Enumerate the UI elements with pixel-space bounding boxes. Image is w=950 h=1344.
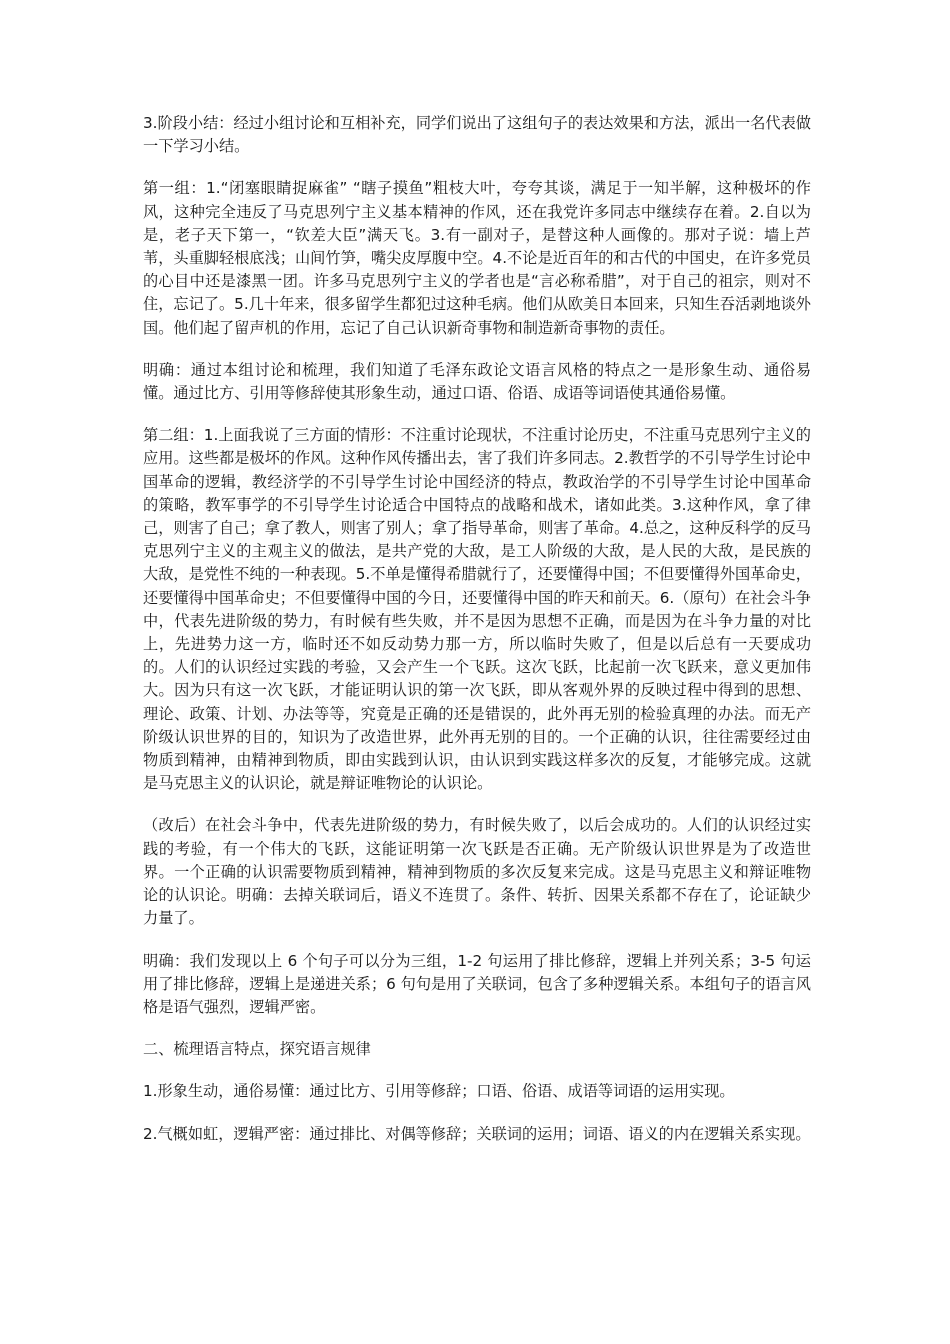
revised-sentence-paragraph: （改后）在社会斗争中，代表先进阶级的势力，有时候失败了，以后会成功的。人们的认识经过实践的考验，有一个伟大的飞跃，这能证明第一次飞跃是否正确。无产阶级认识世界是为了改造世界。一个正确的认识需要物质到精神，精神到物质的多次反复来完成。这是马克思主义和辩证唯物论的认识论。明确：去掉关联词后，语义不连贯了。条件、转折、因果关系都不存在了，论证缺少力量了。 — [143, 816, 811, 928]
group-one-paragraph: 第一组：1.“闭塞眼睛捉麻雀” “瞎子摸鱼”粗枝大叶，夸夸其谈，满足于一知半解，这种极坏的作风，这种完全违反了马克思列宁主义基本精神的作风，还在我党许多同志中继续存在着。2.自以为是，老子天下第一，“钦差大臣”满天飞。3.有一副对子，是替这种人画像的。那对子说：墙上芦苇，头重脚轻根底浅；山间竹笋，嘴尖皮厚腹中空。4.不论是近百年的和古代的中国史，在许多党员的心目中还是漆黑一团。许多马克思列宁主义的学者也是“言必称希腊”，对于自己的祖宗，则对不住，忘记了。5.几十年来，很多留学生都犯过这种毛病。他们从欧美日本回来，只知生吞活剥地谈外国。他们起了留声机的作用，忘记了自己认识新奇事物和制造新奇事物的责任。 — [143, 179, 811, 337]
group-two-paragraph: 第二组：1.上面我说了三方面的情形：不注重讨论现状，不注重讨论历史，不注重马克思列宁主义的应用。这些都是极坏的作风。这种作风传播出去，害了我们许多同志。2.教哲学的不引导学生讨论中国革命的逻辑，教经济学的不引导学生讨论中国经济的特点，教政治学的不引导学生讨论中国革命的策略，教军事学的不引导学生讨论适合中国特点的战略和战术，诸如此类。3.这种作风，拿了律己，则害了自己；拿了教人，则害了别人；拿了指导革命，则害了革命。4.总之，这种反科学的反马克思列宁主义的主观主义的做法，是共产党的大敌，是工人阶级的大敌，是人民的大敌，是民族的大敌，是党性不纯的一种表现。5.不单是懂得希腊就行了，还要懂得中国；不但要懂得外国革命史，还要懂得中国革命史；不但要懂得中国的今日，还要懂得中国的昨天和前天。6.（原句）在社会斗争中，代表先进阶级的势力，有时候有些失败，并不是因为思想不正确，而是因为在斗争力量的对比上，先进势力这一方，临时还不如反动势力那一方，所以临时失败了，但是以后总有一天要成功的。人们的认识经过实践的考验，又会产生一个飞跃。这次飞跃，比起前一次飞跃来，意义更加伟大。因为只有这一次飞跃，才能证明认识的第一次飞跃，即从客观外界的反映过程中得到的思想、理论、政策、计划、办法等等，究竟是正确的还是错误的，此外再无别的检验真理的办法。而无产阶级认识世界的目的，知识为了改造世界，此外再无别的目的。一个正确的认识，往往需要经过由物质到精神，由精神到物质，即由实践到认识，由认识到实践这样多次的反复，才能够完成。这就是马克思主义的认识论，就是辩证唯物论的认识论。 — [143, 426, 811, 793]
group-one-conclusion-paragraph: 明确：通过本组讨论和梳理，我们知道了毛泽东政论文语言风格的特点之一是形象生动、通俗易懂。通过比方、引用等修辞使其形象生动，通过口语、俗语、成语等词语使其通俗易懂。 — [143, 360, 811, 403]
document-body — [143, 112, 811, 1165]
section-heading: 二、梳理语言特点，探究语言规律 — [143, 1040, 371, 1059]
feature-two-paragraph: 2.气概如虹，逻辑严密：通过排比、对偶等修辞；关联词的运用；词语、语义的内在逻辑关系实现。 — [143, 1124, 811, 1143]
group-two-conclusion-paragraph: 明确：我们发现以上 6 个句子可以分为三组，1-2 句运用了排比修辞，逻辑上并列关系；3-5 句运用了排比修辞，逻辑上是递进关系；6 句句是用了关联词，包含了多种逻辑关系。本组句子的语言风格是语气强烈，逻辑严密。 — [143, 951, 811, 1016]
stage-summary-paragraph: 3.阶段小结：经过小组讨论和互相补充，同学们说出了这组句子的表达效果和方法，派出一名代表做一下学习小结。 — [143, 114, 811, 156]
feature-one-paragraph: 1.形象生动，通俗易懂：通过比方、引用等修辞；口语、俗语、成语等词语的运用实现。 — [143, 1082, 735, 1101]
